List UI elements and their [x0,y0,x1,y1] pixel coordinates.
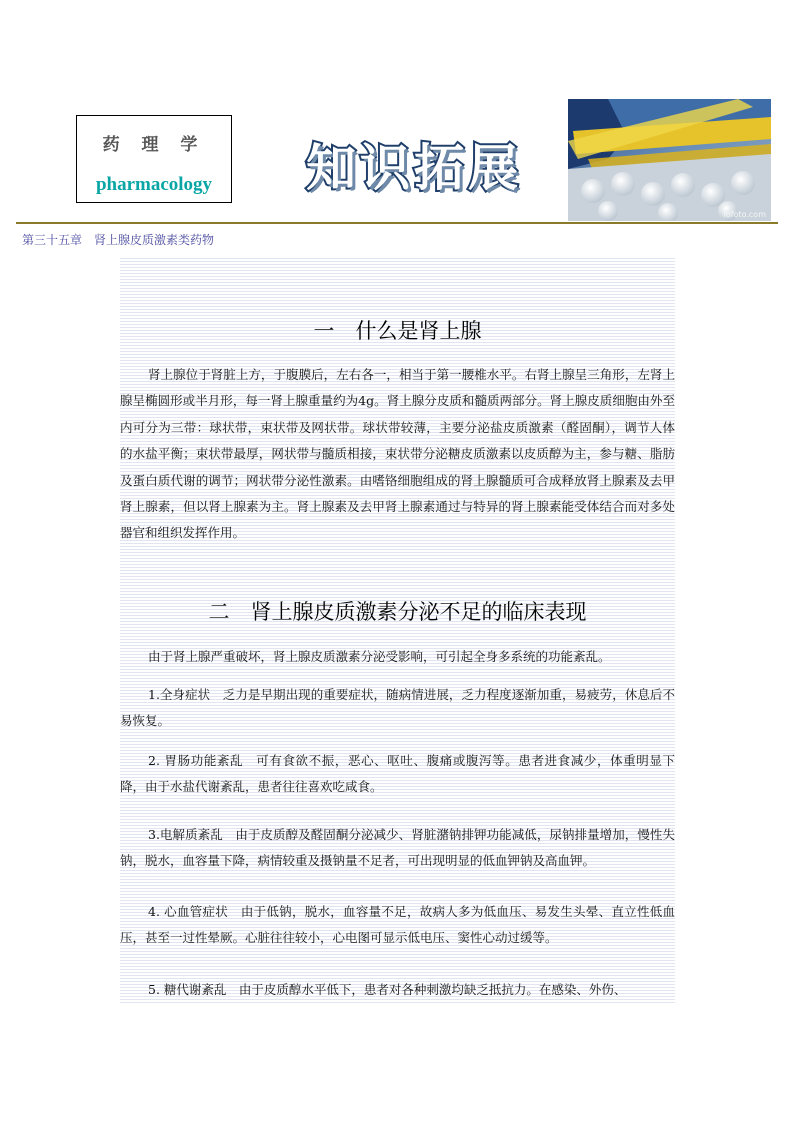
chapter-title: 第三十五章 肾上腺皮质激素类药物 [22,233,215,247]
header-divider [16,222,778,224]
section-2-heading: 二 肾上腺皮质激素分泌不足的临床表现 [208,600,587,624]
medicine-photo-illustration [568,99,771,221]
medicine-photo [568,99,771,221]
symptom-electrolyte: 3.电解质紊乱 由于皮质醇及醛固酮分泌减少、肾脏潴钠排钾功能减低，尿钠排量增加，慢性失钠，脱水，血容量下降，病情较重及摄钠量不足者，可出现明显的低血钾钠及高血钾。 [120,827,675,869]
symptom-gastrointestinal: 2. 胃肠功能紊乱 可有食欲不振，恶心、呕吐、腹痛或腹泻等。患者进食减少，体重明显下降，由于水盐代谢紊乱，患者往往喜欢吃咸食。 [120,753,675,795]
article-body [120,256,675,1004]
symptom-general: 1.全身症状 乏力是早期出现的重要症状，随病情进展，乏力程度逐渐加重，易疲劳，休息后不易恢复。 [120,687,675,729]
course-logo-box [76,115,232,203]
section-1-paragraph: 肾上腺位于肾脏上方，于腹膜后，左右各一，相当于第一腰椎水平。右肾上腺呈三角形，左肾上腺呈椭圆形或半月形，每一肾上腺重量约为4g。肾上腺分皮质和髓质两部分。肾上腺皮质细胞由外至内可分为三带：球状带，束状带及网状带。球状带较薄，主要分泌盐皮质激素（醛固酮），调节人体的水盐平衡；束状带最厚，网状带与髓质相接，束状带分泌糖皮质激素以皮质醇为主，参与糖、脂肪及蛋白质代谢的调节；网状带分泌性激素。由嗜铬细胞组成的肾上腺髓质可合成释放肾上腺素及去甲肾上腺素，但以肾上腺素为主。肾上腺素及去甲肾上腺素通过与特异的肾上腺素能受体结合而对多处器官和组织发挥作用。 [120,367,675,541]
symptom-cardiovascular: 4. 心血管症状 由于低钠，脱水，血容量不足，故病人多为低血压、易发生头晕、直立性低血压，甚至一过性晕厥。心脏往往较小，心电图可显示低电压、窦性心动过缓等。 [120,904,675,946]
section-1-heading: 一 什么是肾上腺 [313,319,482,343]
course-title-cn: 药 理 学 [102,135,206,155]
course-title-en: pharmacology [95,174,213,195]
photo-watermark: iofoto.com [723,210,766,219]
section-2-intro: 由于肾上腺严重破坏，肾上腺皮质激素分泌受影响，可引起全身多系统的功能紊乱。 [148,649,611,664]
banner-title: 知识拓展 [306,139,522,197]
symptom-glucose-metabolism: 5. 糖代谢紊乱 由于皮质醇水平低下，患者对各种刺激均缺乏抵抗力。在感染、外伤、 [148,982,627,997]
